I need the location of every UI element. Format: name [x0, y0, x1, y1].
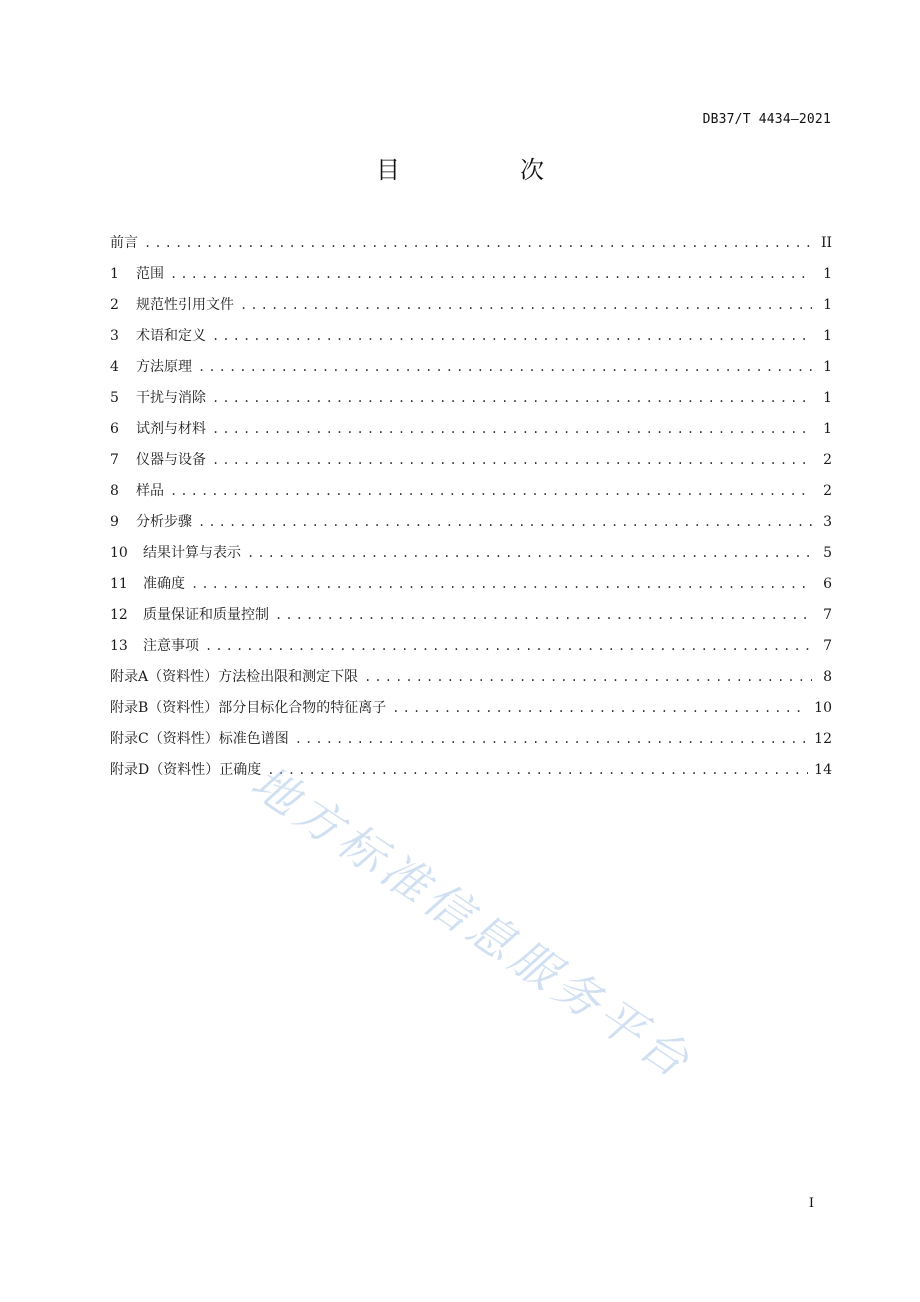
- toc-item-6[interactable]: [110, 417, 832, 448]
- toc-page: 14: [814, 762, 832, 778]
- watermark: 地方标准信息服务平台: [241, 754, 703, 1091]
- toc-leader-dots: [191, 572, 812, 596]
- toc-item-foreword[interactable]: [110, 231, 832, 262]
- toc-page: 7: [823, 607, 832, 623]
- toc-page: 3: [823, 514, 832, 530]
- toc-item-12[interactable]: [110, 603, 832, 634]
- toc-leader-dots: [170, 479, 812, 503]
- toc-leader-dots: [212, 417, 812, 441]
- toc-label: 准确度: [143, 576, 185, 592]
- toc-label: 结果计算与表示: [143, 545, 241, 561]
- toc-label: 干扰与消除: [136, 390, 206, 406]
- toc-item-2[interactable]: [110, 293, 832, 324]
- toc-leader-dots: [364, 665, 812, 689]
- toc-page: 1: [823, 421, 832, 437]
- standard-code: DB37/T 4434—2021: [702, 112, 831, 127]
- toc-number: 6: [110, 421, 119, 437]
- toc-item-10[interactable]: [110, 541, 832, 572]
- toc-number: 13: [110, 638, 128, 654]
- toc-leader-dots: [198, 355, 812, 379]
- toc-leader-dots: [198, 510, 812, 534]
- toc-leader-dots: [212, 386, 812, 410]
- toc-number: 5: [110, 390, 119, 406]
- toc-label: 方法原理: [136, 359, 192, 375]
- toc-leader-dots: [240, 293, 812, 317]
- toc-label: 附录A（资料性）方法检出限和测定下限: [110, 669, 359, 685]
- toc-item-13[interactable]: [110, 634, 832, 665]
- toc-number: 4: [110, 359, 119, 375]
- toc-item-1[interactable]: [110, 262, 832, 293]
- toc-number: 8: [110, 483, 119, 499]
- toc-leader-dots: [267, 758, 808, 782]
- toc-label: 注意事项: [143, 638, 199, 654]
- toc-leader-dots: [392, 696, 808, 720]
- toc-page: 6: [823, 576, 832, 592]
- toc-item-appendix-b[interactable]: [110, 696, 832, 727]
- toc-item-4[interactable]: [110, 355, 832, 386]
- toc-item-appendix-d[interactable]: [110, 758, 832, 789]
- toc-label: 附录B（资料性）部分目标化合物的特征离子: [110, 700, 387, 716]
- toc-leader-dots: [205, 634, 812, 658]
- toc-page: 12: [814, 731, 832, 747]
- table-of-contents: [110, 231, 832, 789]
- toc-page: II: [820, 235, 832, 251]
- toc-page: 1: [823, 266, 832, 282]
- toc-item-appendix-a[interactable]: [110, 665, 832, 696]
- toc-page: 2: [823, 452, 832, 468]
- toc-number: 9: [110, 514, 119, 530]
- toc-label: 范围: [136, 266, 164, 282]
- toc-leader-dots: [170, 262, 812, 286]
- toc-page: 8: [823, 669, 832, 685]
- toc-page: 7: [823, 638, 832, 654]
- toc-number: 3: [110, 328, 119, 344]
- toc-leader-dots: [247, 541, 812, 565]
- toc-number: 10: [110, 545, 128, 561]
- toc-page: 2: [823, 483, 832, 499]
- toc-leader-dots: [212, 324, 812, 348]
- toc-label: 术语和定义: [136, 328, 206, 344]
- toc-leader-dots: [212, 448, 812, 472]
- toc-label: 分析步骤: [136, 514, 192, 530]
- toc-item-appendix-c[interactable]: [110, 727, 832, 758]
- toc-label: 前言: [110, 235, 138, 251]
- toc-item-8[interactable]: [110, 479, 832, 510]
- toc-leader-dots: [275, 603, 812, 627]
- toc-number: 1: [110, 266, 119, 282]
- page-number: I: [808, 1196, 814, 1211]
- toc-label: 规范性引用文件: [136, 297, 234, 313]
- toc-label: 附录D（资料性）正确度: [110, 762, 262, 778]
- toc-page: 1: [823, 328, 832, 344]
- toc-item-11[interactable]: [110, 572, 832, 603]
- toc-number: 11: [110, 576, 128, 592]
- toc-label: 试剂与材料: [136, 421, 206, 437]
- toc-label: 仪器与设备: [136, 452, 206, 468]
- toc-page: 1: [823, 297, 832, 313]
- toc-page: 5: [823, 545, 832, 561]
- toc-item-5[interactable]: [110, 386, 832, 417]
- toc-label: 质量保证和质量控制: [143, 607, 269, 623]
- toc-number: 12: [110, 607, 128, 623]
- toc-leader-dots: [144, 231, 812, 255]
- page-title: 目 次: [376, 156, 592, 184]
- toc-leader-dots: [295, 727, 808, 751]
- toc-page: 10: [814, 700, 832, 716]
- toc-label: 样品: [136, 483, 164, 499]
- toc-item-7[interactable]: [110, 448, 832, 479]
- toc-page: 1: [823, 390, 832, 406]
- toc-number: 7: [110, 452, 119, 468]
- toc-item-9[interactable]: [110, 510, 832, 541]
- toc-number: 2: [110, 297, 119, 313]
- toc-page: 1: [823, 359, 832, 375]
- toc-label: 附录C（资料性）标准色谱图: [110, 731, 289, 747]
- toc-item-3[interactable]: [110, 324, 832, 355]
